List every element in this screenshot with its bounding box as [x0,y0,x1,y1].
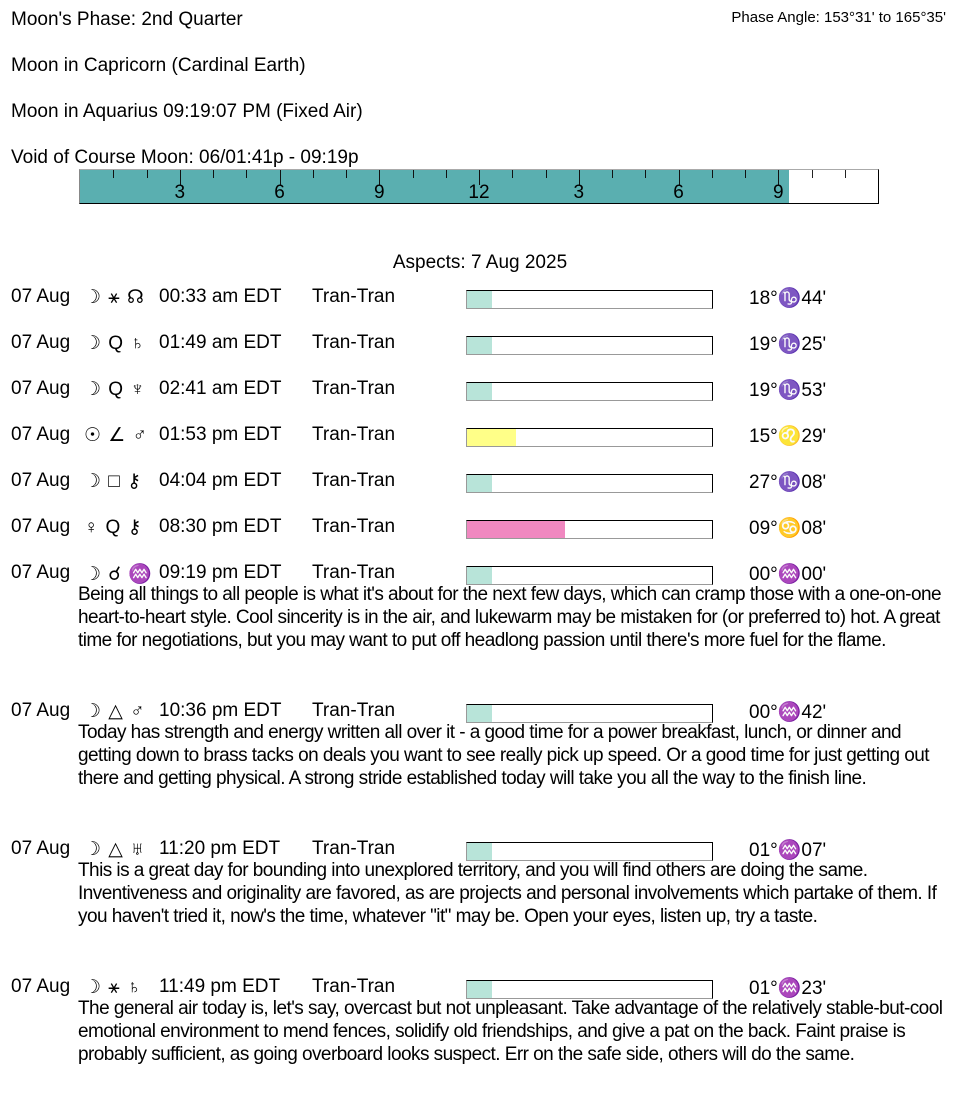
void-timeline-bar [79,169,879,204]
aspect-time: 08:30 pm EDT [159,516,282,537]
moon-phase: Moon's Phase: 2nd Quarter [11,9,243,30]
aspect-description: This is a great day for bounding into unexplored territory, and you will find others are doing the same. Inventiveness and originality are favored, as are projects and personal involvements which partake of them. If you haven't tried it, now's the time, whatever "it" may be. Open your eyes, listen up, try a taste. [78,860,937,927]
aspect-date: 07 Aug [11,470,71,491]
aspect-strength-bar [466,520,713,539]
timeline-tick [845,170,846,178]
aspect-strength-bar [466,290,713,309]
aspect-time: 04:04 pm EDT [159,470,282,491]
aspect-strength-bar [466,428,713,447]
timeline-tick-label: 3 [573,182,585,203]
aspect-date: 07 Aug [11,332,71,353]
timeline-tick-label: 6 [673,182,684,203]
void-of-course: Void of Course Moon: 06/01:41p - 09:19p [11,147,359,168]
timeline-tick [346,170,347,178]
aspect-description: The general air today is, let's say, overcast but not unpleasant. Take advantage of the relatively stable-but-cool emotional environment to mend fences, solidify old friendships, and give a pat on the back. Faint praise is probably sufficient, as going overboard looks suspect. Err on the safe side, others will do the same. [78,998,943,1065]
aspect-position: 00°♒42' [749,702,827,723]
aspect-position: 27°♑08' [749,472,827,493]
timeline-tick-label: 9 [772,182,784,203]
timeline-tick [612,170,613,178]
aspect-time: 11:49 pm EDT [159,976,281,997]
aspect-time: 00:33 am EDT [159,286,282,307]
aspect-position: 01°♒07' [749,840,827,861]
timeline-tick-label: 12 [468,182,490,203]
aspect-strength-fill [467,705,492,722]
aspect-glyphs: ☽ ☌ ♒ [84,564,154,585]
aspect-date: 07 Aug [11,286,71,307]
aspect-strength-fill [467,475,492,492]
aspect-description: Today has strength and energy written all over it - a good time for a power breakfast, lunch, or dinner and getting down to brass tacks on deals you want to see really pick up speed. Or a good time for just getting out there and getting physical. A strong stride established today will take you all the way to the finish line. [78,722,929,789]
aspect-strength-bar [466,336,713,355]
timeline-tick-label: 9 [373,182,385,203]
aspect-strength-fill [467,383,492,400]
aspect-position: 19°♑25' [749,334,827,355]
moon-ingress: Moon in Aquarius 09:19:07 PM (Fixed Air) [11,101,363,122]
aspect-glyphs: ☽ △ ♅ [84,839,146,860]
aspect-date: 07 Aug [11,976,71,997]
aspect-date: 07 Aug [11,562,71,583]
aspect-strength-bar [466,382,713,401]
aspect-type: Tran-Tran [312,516,396,537]
aspect-position: 18°♑44' [749,288,827,309]
aspect-date: 07 Aug [11,838,71,859]
aspect-glyphs: ☽ Q ♆ [84,379,146,400]
moon-sign: Moon in Capricorn (Cardinal Earth) [11,55,306,76]
aspect-glyphs: ☽ △ ♂ [84,701,146,722]
timeline-tick [313,170,314,178]
aspect-position: 00°♒00' [749,564,827,585]
timeline-tick [413,170,414,178]
aspect-strength-fill [467,567,492,584]
aspect-date: 07 Aug [11,378,71,399]
timeline-tick [446,170,447,178]
aspect-strength-fill [467,521,565,538]
aspect-time: 01:53 pm EDT [159,424,282,445]
timeline-tick [712,170,713,178]
aspect-time: 10:36 pm EDT [159,700,282,721]
timeline-tick [246,170,247,178]
aspect-glyphs: ☽ Q ♄ [84,333,146,354]
aspect-date: 07 Aug [11,424,71,445]
timeline-tick [745,170,746,178]
aspect-position: 01°♒23' [749,978,827,999]
aspect-type: Tran-Tran [312,286,396,307]
timeline-tick [512,170,513,178]
timeline-tick [113,170,114,178]
aspect-glyphs: ☽ ⚹ ☊ [84,287,145,308]
timeline-tick [645,170,646,178]
aspect-position: 15°♌29' [749,426,827,447]
timeline-tick [147,170,148,178]
aspect-type: Tran-Tran [312,976,396,997]
aspect-type: Tran-Tran [312,838,396,859]
aspect-strength-fill [467,843,492,860]
aspect-strength-bar [466,474,713,493]
aspect-strength-fill [467,291,492,308]
aspect-glyphs: ☽ ⚹ ♄ [84,977,143,998]
aspect-type: Tran-Tran [312,424,396,445]
aspect-strength-fill [467,337,492,354]
timeline-tick [213,170,214,178]
aspect-position: 19°♑53' [749,380,827,401]
aspect-type: Tran-Tran [312,332,396,353]
aspects-title: Aspects: 7 Aug 2025 [392,252,568,273]
aspect-strength-fill [467,429,516,446]
aspect-time: 09:19 pm EDT [159,562,282,583]
timeline-tick [546,170,547,178]
aspect-type: Tran-Tran [312,470,396,491]
aspect-date: 07 Aug [11,516,71,537]
aspect-type: Tran-Tran [312,562,396,583]
aspect-position: 09°♋08' [749,518,827,539]
aspect-strength-fill [467,981,492,998]
aspect-glyphs: ☽ □ ⚷ [84,471,142,492]
aspect-type: Tran-Tran [312,700,396,721]
timeline-tick-label: 6 [274,182,285,203]
aspect-description: Being all things to all people is what it's about for the next few days, which can cramp those with a one-on-one heart-to-heart style. Cool sincerity is in the air, and lukewarm may be mistaken for (or preferred to) hot. A great time for negotiations, but you may want to put off headlong passion until there's more fuel for the flame. [78,584,941,651]
aspect-glyphs: ♀ Q ⚷ [84,517,143,538]
aspect-time: 11:20 pm EDT [159,838,281,859]
timeline-tick [812,170,813,178]
timeline-tick-label: 3 [174,182,186,203]
aspect-type: Tran-Tran [312,378,396,399]
phase-angle: Phase Angle: 153°31' to 165°35' [731,9,946,26]
aspect-glyphs: ☉ ∠ ♂ [84,425,148,446]
aspect-time: 01:49 am EDT [159,332,282,353]
aspect-date: 07 Aug [11,700,71,721]
aspect-time: 02:41 am EDT [159,378,282,399]
